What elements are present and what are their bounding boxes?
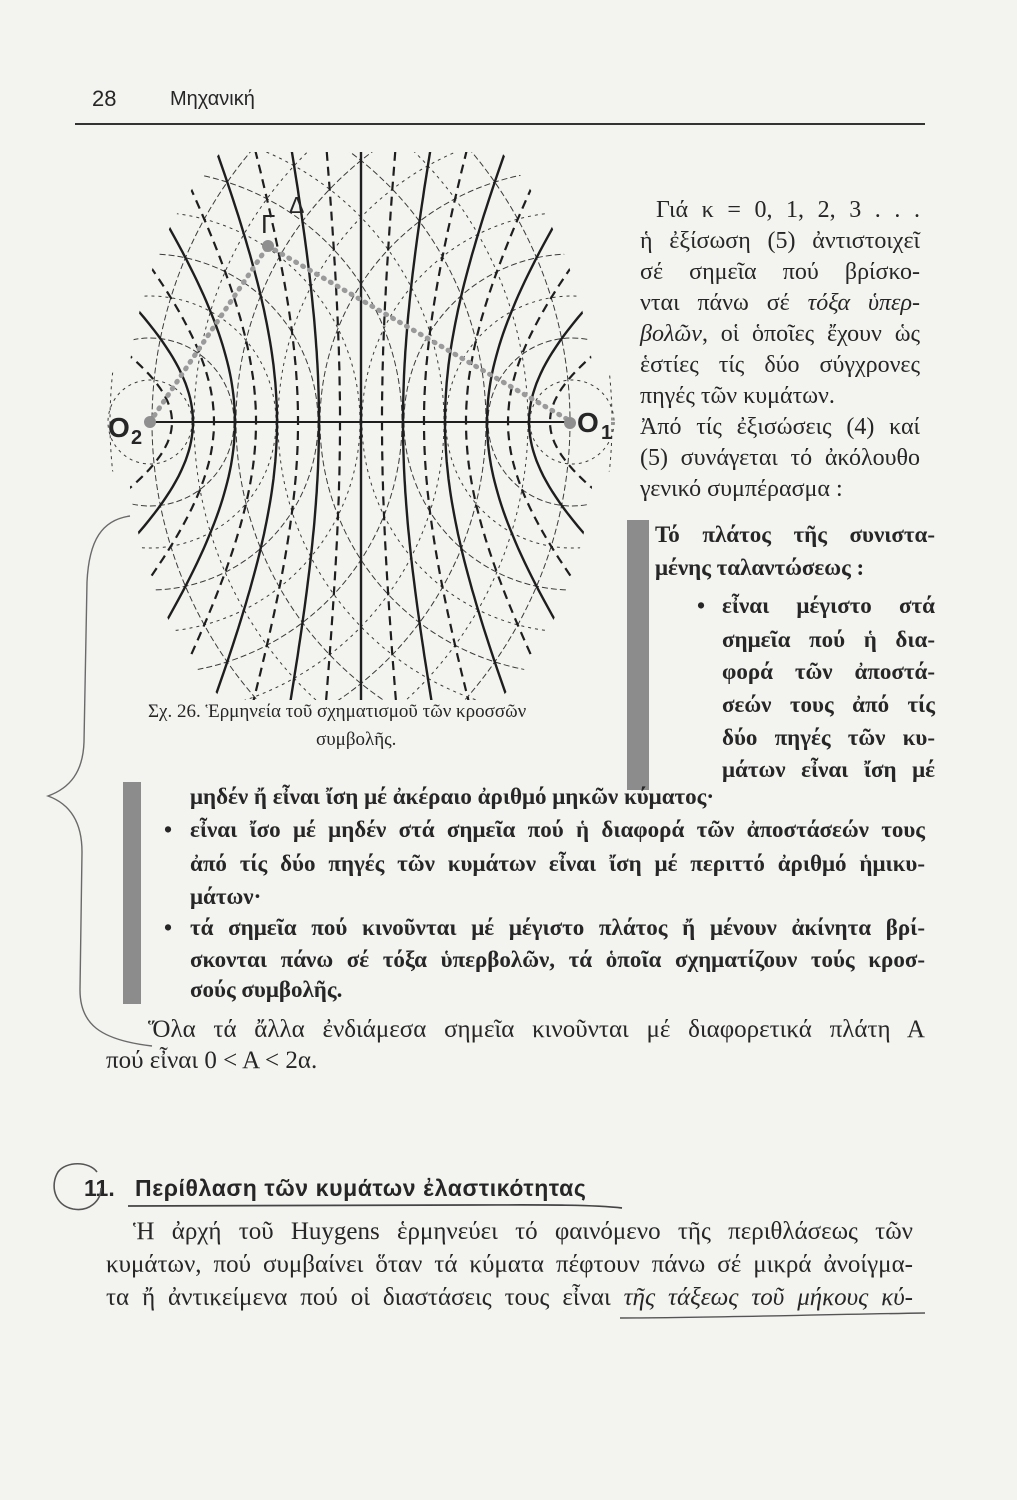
side-text-italic: βολῶν bbox=[640, 321, 702, 347]
paragraph-line: Ἡ ἀρχή τοῦ Huygens ἑρμηνεύει τό φαινόμενο τῆς περιθλάσεως τῶν bbox=[133, 1218, 913, 1245]
paragraph-line bbox=[106, 1283, 913, 1313]
figure-caption-line-2: συμβολῆς. bbox=[316, 729, 397, 750]
page-number: 28 bbox=[92, 86, 117, 111]
wavefront-circle-o2 bbox=[90, 140, 528, 710]
side-text-line: (5) συνάγεται τό ἀκόλουθο bbox=[640, 445, 920, 471]
point-gamma-dot bbox=[262, 240, 274, 252]
bullet-2-line: ἀπό τίς δύο πηγές τῶν κυμάτων εἶναι ἴση μέ περιττό ἀριθμό ἡμικυ- bbox=[190, 851, 925, 876]
bullet-3-line: σκονται πάνω σέ τόξα ὑπερβολῶν, τά ὁποῖα σχηματίζουν τούς κροσ- bbox=[190, 947, 925, 972]
wavefront-circle-o1 bbox=[194, 140, 620, 710]
wavefront-circle-o1 bbox=[236, 140, 620, 710]
interference-maximum-line bbox=[403, 140, 440, 710]
source-o1-dot bbox=[564, 417, 576, 429]
bullet-1-line: δύο πηγές τῶν κυ- bbox=[722, 725, 935, 750]
side-text-line bbox=[640, 288, 920, 318]
paragraph-hand-underline bbox=[620, 1313, 925, 1318]
paragraph-underlined-segment: τῆς τάξεως τοῦ bbox=[623, 1284, 785, 1311]
bullet-1-line: σημεῖα πού ἡ δια- bbox=[722, 627, 935, 652]
summary-bar-right bbox=[627, 520, 649, 790]
side-text-line: ἡ ἐξίσωση (5) ἀντιστοιχεῖ bbox=[640, 228, 920, 254]
side-text-italic: τόξα ὑπερ- bbox=[807, 290, 920, 316]
bullet-3-line: τά σημεῖα πού κινοῦνται μέ μέγιστο πλάτος ἤ μένουν ἀκίνητα βρί- bbox=[190, 915, 925, 940]
label-o1-subscript: 1 bbox=[601, 422, 613, 444]
bullet-1-line: σεών τους ἀπό τίς bbox=[722, 692, 935, 717]
bullet-icon: • bbox=[697, 593, 706, 618]
summary-bar-left bbox=[123, 782, 141, 1004]
paragraph-segment: τα ἤ ἀντικείμενα πού οἱ διαστάσεις τους εἶναι bbox=[106, 1284, 611, 1311]
wavefront-circle-o1 bbox=[110, 140, 620, 710]
interference-minimum-line bbox=[90, 140, 172, 710]
section-title: Περίθλαση τῶν κυμάτων ἐλαστικότητας bbox=[135, 1175, 587, 1201]
wavefront-circles bbox=[90, 140, 620, 710]
wavefront-circle-o1 bbox=[90, 140, 620, 710]
fringe-hyperbolas bbox=[90, 140, 620, 710]
wavefront-circle-o2 bbox=[90, 140, 612, 710]
summary-intro-line: Τό πλάτος τῆς συνιστα- bbox=[655, 522, 935, 547]
wavefront-circle-o2 bbox=[90, 140, 570, 710]
closing-line: Ὅλα τά ἄλλα ἐνδιάμεσα σημεῖα κινοῦνται μέ διαφορετικά πλάτη Α bbox=[148, 1016, 925, 1043]
section-number: 11. bbox=[84, 1175, 115, 1201]
heading-underline bbox=[128, 1205, 622, 1208]
bullet-2-line: μάτων· bbox=[190, 884, 262, 909]
interference-minimum-line bbox=[424, 140, 482, 710]
side-text-line: Γιά κ = 0, 1, 2, 3 . . . bbox=[656, 197, 920, 223]
side-text-line: ἑστίες τίς δύο σύγχρονες bbox=[640, 352, 920, 378]
paragraph-line: κυμάτων, πού συμβαίνει ὅταν τά κύματα πέφτουν πάνω σέ μικρά ἀνοίγμα- bbox=[106, 1251, 913, 1278]
label-gamma: Γ bbox=[261, 209, 276, 239]
figure-caption-line-1: Σχ. 26. Ἑρμηνεία τοῦ σχηματισμοῦ τῶν κροσσῶν bbox=[148, 701, 527, 722]
path-gamma-o1 bbox=[268, 246, 572, 422]
interference-figure bbox=[90, 140, 620, 710]
side-text-segment: , οἱ ὁποῖες ἔχουν ὡς bbox=[701, 321, 920, 347]
side-text-line: σέ σημεῖα πού βρίσκο- bbox=[640, 259, 920, 285]
wavefront-circle-o1 bbox=[152, 140, 620, 710]
side-text-line: πηγές τῶν κυμάτων. bbox=[640, 383, 835, 409]
side-text-line: γενικό συμπέρασμα : bbox=[640, 476, 843, 502]
bullet-1-line: φορά τῶν ἀποστά- bbox=[722, 659, 935, 684]
label-o2: O bbox=[108, 412, 130, 443]
source-o2-dot bbox=[144, 416, 156, 428]
side-text-line bbox=[640, 319, 920, 349]
bullet-icon: • bbox=[164, 915, 173, 940]
bullet-3-line: σούς συμβολῆς. bbox=[190, 977, 343, 1002]
interference-minimum-line bbox=[382, 140, 400, 710]
running-title: Μηχανική bbox=[170, 88, 255, 110]
bullet-2-line: εἶναι ἴσο μέ μηδέν στά σημεῖα πού ἡ διαφορά τῶν ἀποστάσεών τους bbox=[190, 817, 925, 842]
summary-intro-line: μένης ταλαντώσεως : bbox=[655, 555, 865, 580]
bullet-1-line: μηδέν ἤ εἶναι ἴση μέ ἀκέραιο ἀριθμό μηκῶν κύματος· bbox=[190, 784, 715, 809]
bullet-icon: • bbox=[164, 817, 173, 842]
label-delta: Δ bbox=[289, 192, 305, 218]
interference-minimum-line bbox=[322, 140, 340, 710]
bullet-1-line: εἶναι μέγιστο στά bbox=[722, 593, 935, 618]
label-o2-subscript: 2 bbox=[131, 427, 143, 449]
path-o2-gamma bbox=[150, 246, 268, 422]
closing-line: πού εἶναι 0 < Α < 2α. bbox=[106, 1047, 318, 1074]
bullet-1-line: μάτων εἶναι ἴση μέ bbox=[722, 757, 935, 782]
side-text-line: Ἀπό τίς ἐξισώσεις (4) καί bbox=[640, 414, 920, 440]
label-o1: O bbox=[577, 407, 599, 438]
wavefront-circle-o2 bbox=[90, 140, 620, 710]
side-text-segment: νται πάνω σέ bbox=[640, 290, 790, 316]
header-rule bbox=[75, 123, 925, 125]
interference-maximum-line bbox=[90, 140, 193, 710]
paragraph-italic-segment: μήκους κύ- bbox=[797, 1284, 914, 1311]
